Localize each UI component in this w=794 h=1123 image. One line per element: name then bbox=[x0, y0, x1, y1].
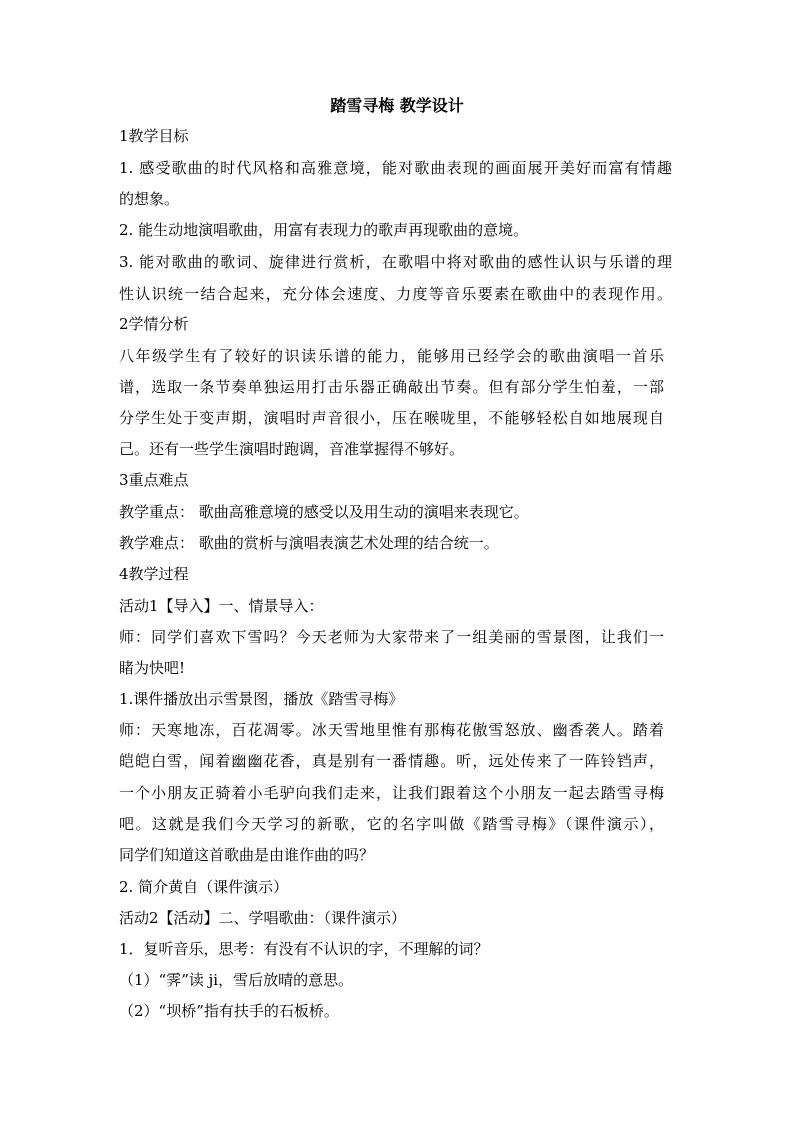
paragraph-line: 八年级学生有了较好的识读乐谱的能力，能够用已经学会的歌曲演唱一首乐 bbox=[119, 347, 664, 365]
paragraph-line: 师：天寒地冻，百花凋零。冰天雪地里惟有那梅花傲雪怒放、幽香袭人。踏着 bbox=[119, 721, 664, 739]
paragraph-line: 性认识统一结合起来，充分体会速度、力度等音乐要素在歌曲中的表现作用。 bbox=[119, 285, 672, 303]
heading-teaching-objectives: 1教学目标 bbox=[119, 127, 189, 145]
paragraph-line: 2. 能生动地演唱歌曲，用富有表现力的歌声再现歌曲的意境。 bbox=[119, 221, 529, 239]
heading-key-points: 3重点难点 bbox=[119, 471, 189, 489]
paragraph-line: 一个小朋友正骑着小毛驴向我们走来，让我们跟着这个小朋友一起去踏雪寻梅 bbox=[119, 784, 664, 802]
paragraph-line: 活动2【活动】二、学唱歌曲：（课件演示） bbox=[119, 909, 407, 927]
paragraph-line: 3. 能对歌曲的歌词、旋律进行赏析，在歌唱中将对歌曲的感性认识与乐谱的理 bbox=[119, 253, 672, 271]
paragraph-line: 谱，选取一条节奏单独运用打击乐器正确敲出节奏。但有部分学生怕羞，一部 bbox=[119, 378, 664, 396]
paragraph-line: （2）“坝桥”指有扶手的石板桥。 bbox=[119, 1002, 339, 1020]
paragraph-line: 1. 感受歌曲的时代风格和高雅意境，能对歌曲表现的画面展开美好而富有情趣 bbox=[119, 159, 672, 177]
paragraph-line: 1．复听音乐，思考：有没有不认识的字，不理解的词？ bbox=[119, 940, 489, 958]
paragraph-line: 吧。这就是我们今天学习的新歌，它的名字叫做《踏雪寻梅》（课件演示）， bbox=[119, 815, 664, 833]
paragraph-line: 同学们知道这首歌曲是由谁作曲的吗？ bbox=[119, 846, 375, 864]
paragraph-line: 活动1【导入】一、情景导入： bbox=[119, 597, 324, 615]
paragraph-line: 师：同学们喜欢下雪吗？今天老师为大家带来了一组美丽的雪景图，让我们一 bbox=[119, 628, 664, 646]
paragraph-line: 皑皑白雪，闻着幽幽花香，真是别有一番情趣。听，远处传来了一阵铃铛声， bbox=[119, 752, 664, 770]
paragraph-line: 2. 简介黄自（课件演示） bbox=[119, 878, 289, 896]
heading-student-analysis: 2学情分析 bbox=[119, 315, 189, 333]
paragraph-line: 教学难点： 歌曲的赏析与演唱表演艺术处理的结合统一。 bbox=[119, 534, 499, 552]
paragraph-line: 己。还有一些学生演唱时跑调，音准掌握得不够好。 bbox=[119, 440, 465, 458]
paragraph-line: 的想象。 bbox=[119, 190, 180, 208]
document-title: 踏雪寻梅 教学设计 bbox=[330, 96, 464, 115]
heading-teaching-process: 4教学过程 bbox=[119, 565, 189, 583]
paragraph-line: （1）“霁”读 ji，雪后放晴的意思。 bbox=[119, 971, 354, 989]
paragraph-line: 睹为快吧! bbox=[119, 659, 186, 677]
paragraph-line: 分学生处于变声期，演唱时声音很小，压在喉咙里，不能够轻松自如地展现自 bbox=[119, 409, 664, 427]
paragraph-line: 1.课件播放出示雪景图，播放《踏雪寻梅》 bbox=[119, 690, 404, 708]
paragraph-line: 教学重点： 歌曲高雅意境的感受以及用生动的演唱来表现它。 bbox=[119, 503, 529, 521]
